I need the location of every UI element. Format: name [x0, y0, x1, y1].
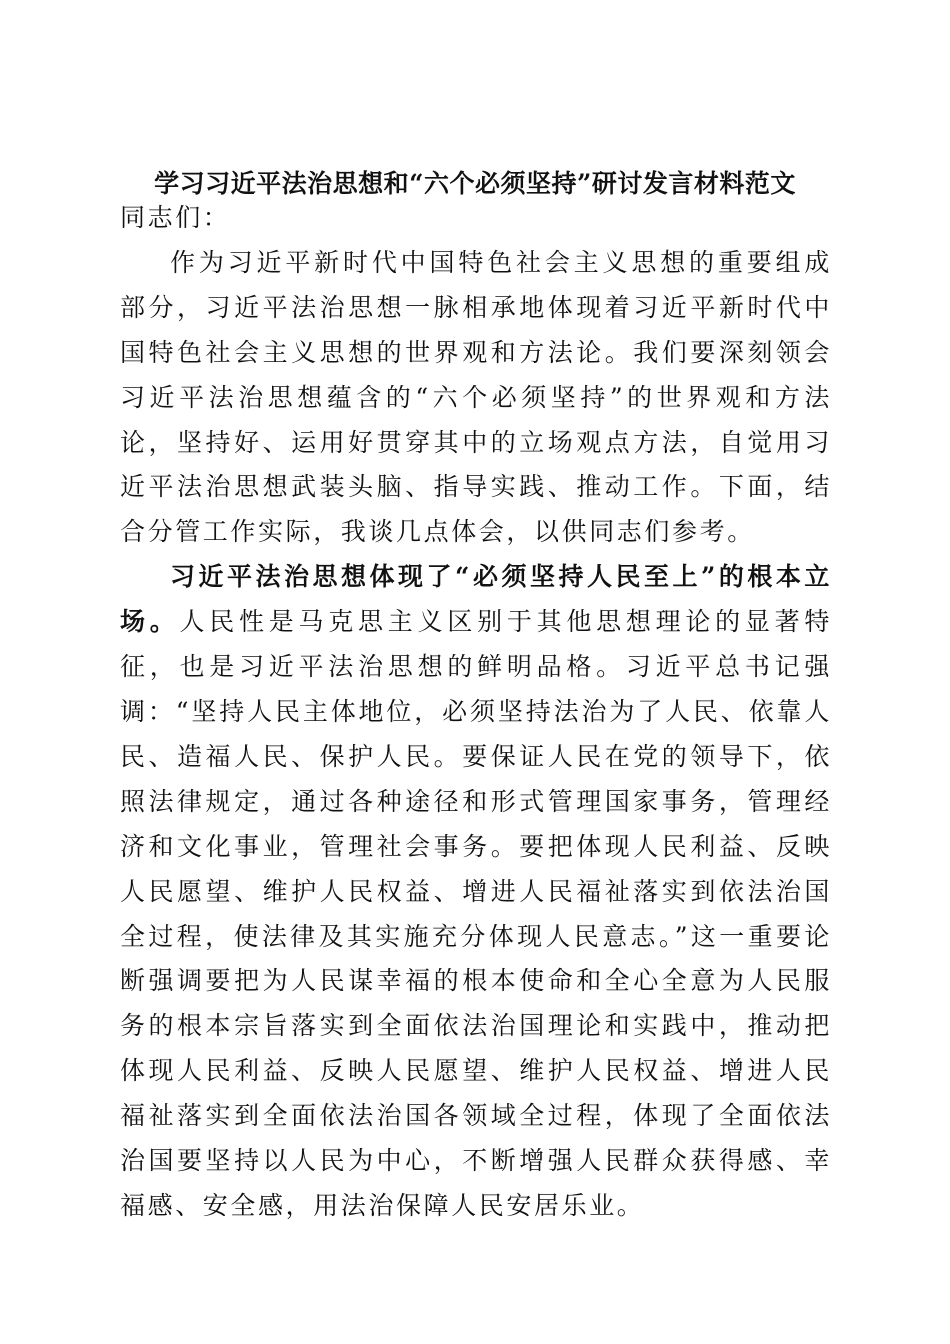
paragraph-heading: 习近平法治思想体现了“必须坚持人民至上”的根本立场。: [120, 562, 832, 637]
paragraph-intro: 作为习近平新时代中国特色社会主义思想的重要组成部分，习近平法治思想一脉相承地体现着习近平新时代中国特色社会主义思想的世界观和方法论。我们要深刻领会习近平法治思想蕴含的“六个必须坚持”的世界观和方法论，坚持好、运用好贯穿其中的立场观点方法，自觉用习近平法治思想武装头脑、指导实践、推动工作。下面，结合分管工作实际，我谈几点体会，以供同志们参考。: [120, 247, 832, 547]
greeting: 同志们：: [120, 203, 231, 232]
paragraph-people-first: [120, 555, 832, 1229]
document-body: [120, 196, 832, 1229]
paragraph-body: 人民性是马克思主义区别于其他思想理论的显著特征，也是习近平法治思想的鲜明品格。习近平总书记强调：“坚持人民主体地位，必须坚持法治为了人民、依靠人民、造福人民、保护人民。要保证人民在党的领导下，依照法律规定，通过各种途径和形式管理国家事务，管理经济和文化事业，管理社会事务。要把体现人民利益、反映人民愿望、维护人民权益、增进人民福祉落实到依法治国全过程，使法律及其实施充分体现人民意志。”这一重要论断强调要把为人民谋幸福的根本使命和全心全意为人民服务的根本宗旨落实到全面依法治国理论和实践中，推动把体现人民利益、反映人民愿望、维护人民权益、增进人民福祉落实到全面依法治国各领域全过程，体现了全面依法治国要坚持以人民为中心，不断增强人民群众获得感、幸福感、安全感，用法治保障人民安居乐业。: [120, 607, 832, 1220]
document-title: 学习习近平法治思想和“六个必须坚持”研讨发言材料范文: [154, 169, 796, 198]
